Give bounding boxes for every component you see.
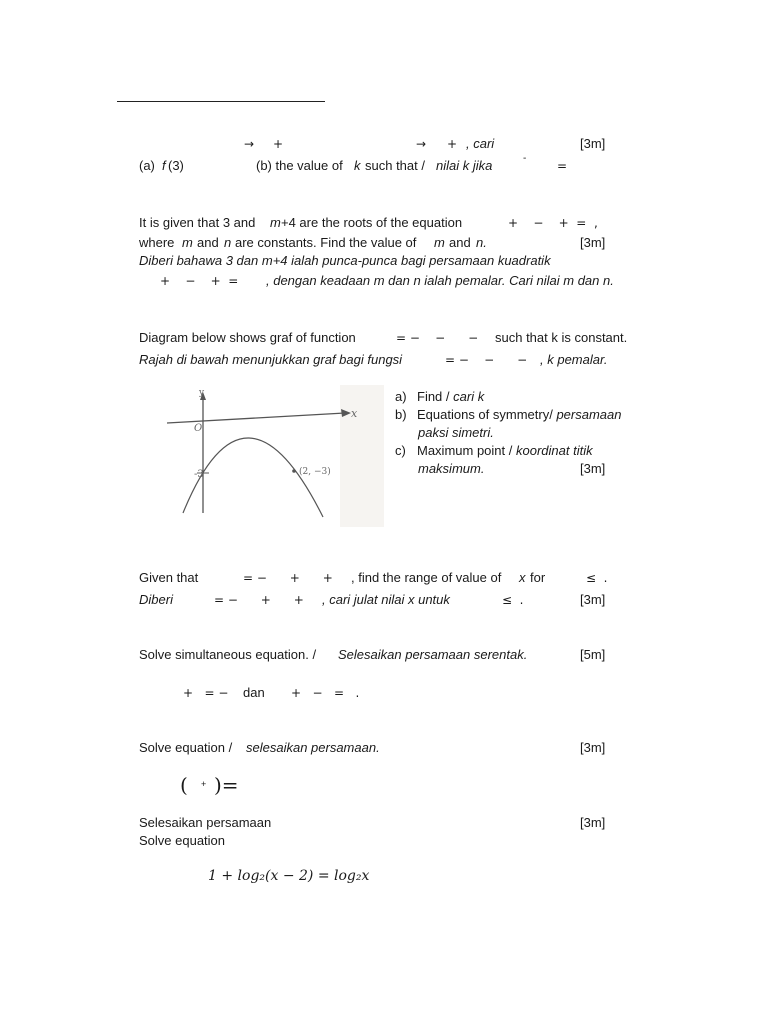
q1-part-b-k: k: [354, 158, 361, 173]
q4-inequality: ≤ .: [586, 571, 608, 585]
graph-x-arrow: [341, 409, 351, 417]
q1-part-a-f: f: [162, 158, 166, 173]
q3-marks: [3m]: [580, 461, 606, 476]
q7-equation: 1 + log₂(x − 2) = log₂x: [208, 868, 370, 884]
q4-for: for: [530, 570, 546, 585]
graph-label-origin: O: [194, 423, 203, 434]
q1-part-b-such: such that /: [365, 158, 425, 173]
q3-line1-text: Diagram below shows graf of function: [139, 330, 356, 345]
q2-line2-m: m: [182, 235, 193, 250]
q1-arrow-2: →: [416, 137, 427, 151]
q1-part-a-arg: (3): [168, 158, 184, 173]
q2-line2-and: and: [197, 235, 219, 250]
q5-equation-2-symbols: + − = .: [291, 686, 360, 700]
q3-item-c-line2: maksimum.: [418, 461, 485, 476]
q4-x: x: [519, 570, 526, 585]
q1-part-b-malay: nilai k jika: [436, 158, 493, 173]
q7-title-malay: Selesaikan persamaan: [139, 815, 272, 830]
q3-item-b: [395, 406, 622, 424]
graph-label-point: (2, −3): [299, 467, 331, 477]
q6-marks: [3m]: [580, 740, 606, 755]
q2-malay-line2: , dengan keadaan m dan n ialah pemalar. Cari nilai m dan n.: [266, 273, 614, 288]
q3-malay-function-symbols: = − − −: [445, 353, 528, 367]
q5-title-malay: Selesaikan persamaan serentak.: [338, 647, 528, 662]
q4-malay-function-symbols: = − + +: [214, 593, 304, 607]
parabola-graph: [165, 385, 383, 527]
q1-plus-2: +: [447, 137, 458, 151]
q2-malay-equation-symbols: + − + =: [160, 274, 239, 288]
q5-equation-1-symbols: + = −: [183, 686, 229, 700]
q1-inverse-mark: -: [523, 153, 527, 164]
q2-line1-m: m: [270, 215, 281, 230]
q3-item-a-text: Find /: [417, 389, 450, 404]
q6-open-paren: (: [180, 773, 188, 797]
graph-label-y: y: [199, 388, 205, 398]
q2-line2-m2: m: [434, 235, 445, 250]
q3-item-b-label: b): [395, 407, 407, 422]
q3-item-c-text: Maximum point /: [417, 443, 513, 458]
q4-given-rest: , find the range of value of: [351, 570, 502, 585]
q4-given: Given that: [139, 570, 199, 585]
q2-line2-where: where: [139, 235, 175, 250]
q3-item-c-label: c): [395, 443, 406, 458]
q1-marks: [3m]: [580, 136, 606, 151]
q7-title: Solve equation: [139, 833, 226, 848]
q3-malay-rest: , k pemalar.: [540, 352, 608, 367]
q2-marks: [3m]: [580, 235, 606, 250]
q1-part-b-label: (b) the value of: [256, 158, 343, 173]
q3-item-b-text: Equations of symmetry/: [417, 407, 553, 422]
q3-function-symbols: = − − −: [396, 331, 479, 345]
q2-equation-symbols: + − + = ,: [508, 216, 598, 230]
q3-item-b-line2: paksi simetri.: [418, 425, 494, 440]
q3-item-c-italic: koordinat titik: [516, 443, 593, 458]
q2-line1-rest: +4 are the roots of the equation: [281, 215, 463, 230]
q3-item-b-italic: persamaan: [556, 407, 622, 422]
q6-title-malay: selesaikan persamaan.: [246, 740, 380, 755]
q5-dan: dan: [243, 685, 265, 700]
q1-part-a-label: (a): [139, 158, 155, 173]
q4-malay-rest: , cari julat nilai x untuk: [322, 592, 450, 607]
q6-title: Solve equation /: [139, 740, 233, 755]
q7-marks: [3m]: [580, 815, 606, 830]
q5-marks: [5m]: [580, 647, 606, 662]
q3-item-a-italic: cari k: [453, 389, 485, 404]
q6-close-paren-equals: )=: [214, 773, 239, 797]
q6-plus: +: [201, 779, 207, 789]
q2-line2-n: n: [224, 235, 232, 250]
header-underline: [117, 101, 325, 102]
q2-malay-line1: Diberi bahawa 3 dan m+4 ialah punca-punca bagi persamaan kuadratik: [139, 253, 551, 268]
q1-equals: =: [557, 159, 568, 173]
q2-line1-text: It is given that 3 and: [139, 215, 256, 230]
q4-function-symbols: = − + +: [243, 571, 333, 585]
q3-item-a: [395, 388, 484, 406]
q4-malay-inequality: ≤ .: [502, 593, 524, 607]
q1-cari: , cari: [466, 136, 495, 151]
q4-malay-given: Diberi: [139, 592, 173, 607]
q3-malay-text: Rajah di bawah menunjukkan graf bagi fungsi: [139, 352, 403, 367]
q2-line2-n2: n.: [476, 235, 487, 250]
graph-label-neg3: -3: [194, 469, 204, 480]
graph-point-marker: [292, 469, 296, 473]
q1-plus-1: +: [273, 137, 284, 151]
q1-arrow-1: →: [244, 137, 255, 151]
q2-line2-and2: and: [449, 235, 471, 250]
q3-item-a-label: a): [395, 389, 407, 404]
q3-line1-rest: such that k is constant.: [495, 330, 628, 345]
graph-parabola: [183, 438, 323, 517]
graph-label-x: x: [351, 407, 358, 420]
q2-line2-rest: are constants. Find the value of: [235, 235, 417, 250]
q4-marks: [3m]: [580, 592, 606, 607]
q5-title: Solve simultaneous equation. /: [139, 647, 317, 662]
q3-item-c: [395, 442, 593, 460]
graph-x-axis: [167, 413, 345, 423]
